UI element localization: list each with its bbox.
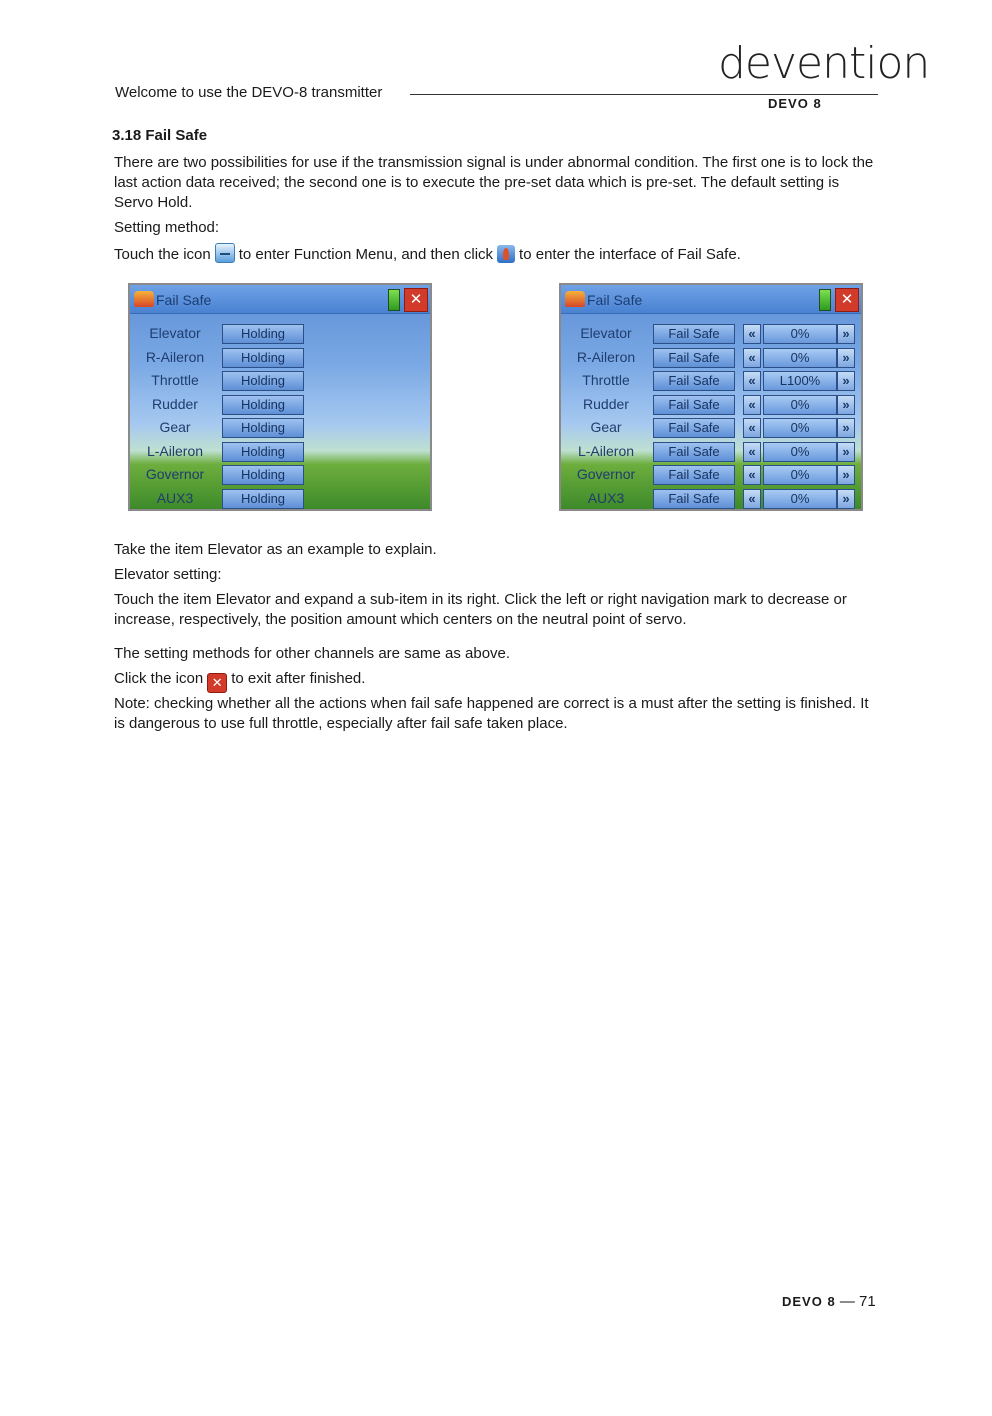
fail-safe-icon <box>497 245 515 263</box>
mode-button[interactable]: Fail Safe <box>653 395 735 415</box>
channel-row <box>130 322 430 344</box>
channel-label[interactable]: R-Aileron <box>576 349 636 365</box>
decrease-button[interactable]: « <box>743 489 761 509</box>
fail-safe-icon <box>134 291 154 307</box>
click-prefix: Click the icon <box>114 670 204 687</box>
decrease-button[interactable]: « <box>743 348 761 368</box>
decrease-button[interactable]: « <box>743 371 761 391</box>
mode-button[interactable]: Holding <box>222 489 304 509</box>
channel-row <box>561 369 861 391</box>
other-channels-line: The setting methods for other channels are same as above. <box>114 645 511 662</box>
channel-row <box>561 393 861 415</box>
channel-label[interactable]: L-Aileron <box>577 443 635 459</box>
mode-button[interactable]: Holding <box>222 465 304 485</box>
increase-button[interactable]: » <box>837 442 855 462</box>
decrease-button[interactable]: « <box>743 324 761 344</box>
exit-icon[interactable]: ✕ <box>835 288 859 312</box>
decrease-button[interactable]: « <box>743 418 761 438</box>
page-number: 71 <box>859 1293 876 1310</box>
position-value: 0% <box>763 465 837 485</box>
screen-titlebar <box>561 285 861 314</box>
channel-row <box>561 463 861 485</box>
mode-button[interactable]: Fail Safe <box>653 418 735 438</box>
mode-button[interactable]: Fail Safe <box>653 371 735 391</box>
section-title: 3.18 Fail Safe <box>112 127 208 144</box>
function-menu-icon <box>215 243 235 263</box>
mode-button[interactable]: Fail Safe <box>653 465 735 485</box>
channel-row <box>561 440 861 462</box>
channel-label[interactable]: AUX3 <box>156 490 194 506</box>
channel-label[interactable]: Gear <box>590 419 622 435</box>
channel-label[interactable]: Rudder <box>152 396 198 412</box>
mode-button[interactable]: Holding <box>222 418 304 438</box>
channel-label[interactable]: R-Aileron <box>145 349 205 365</box>
screen-fail-safe <box>559 283 863 511</box>
decrease-button[interactable]: « <box>743 465 761 485</box>
fail-safe-icon <box>565 291 585 307</box>
channel-row <box>561 416 861 438</box>
touch-suffix: to enter the interface of Fail Safe. <box>519 246 741 263</box>
footer-separator: — <box>835 1293 860 1310</box>
screen-titlebar <box>130 285 430 314</box>
touch-prefix: Touch the icon <box>114 246 211 263</box>
increase-button[interactable]: » <box>837 371 855 391</box>
note-paragraph: Note: checking whether all the actions when fail safe happened are correct is a must after the setting is finished. It is dangerous to use full throttle, especially after fail safe taken place. <box>114 695 869 732</box>
mode-button[interactable]: Holding <box>222 442 304 462</box>
channel-row <box>561 322 861 344</box>
channel-row <box>130 416 430 438</box>
screen-title: Fail Safe <box>587 292 643 308</box>
channel-label[interactable]: Governor <box>576 466 636 482</box>
channel-row <box>561 346 861 368</box>
position-value: 0% <box>763 418 837 438</box>
channel-label[interactable]: L-Aileron <box>146 443 204 459</box>
channel-label[interactable]: Elevator <box>149 325 201 341</box>
footer-brand: DEVO 8 <box>782 1294 836 1309</box>
position-value: 0% <box>763 324 837 344</box>
exit-instruction <box>114 669 880 693</box>
header-divider <box>410 94 878 95</box>
channel-row <box>130 463 430 485</box>
increase-button[interactable]: » <box>837 489 855 509</box>
increase-button[interactable]: » <box>837 395 855 415</box>
channel-label[interactable]: Throttle <box>151 372 199 388</box>
exit-icon: ✕ <box>207 673 227 693</box>
increase-button[interactable]: » <box>837 324 855 344</box>
channel-row <box>561 487 861 509</box>
position-value: 0% <box>763 348 837 368</box>
mode-button[interactable]: Holding <box>222 395 304 415</box>
channel-row <box>130 346 430 368</box>
channel-row <box>130 393 430 415</box>
touch-instruction <box>114 243 880 265</box>
channel-label[interactable]: AUX3 <box>587 490 625 506</box>
touch-middle: to enter Function Menu, and then click <box>238 246 494 263</box>
increase-button[interactable]: » <box>837 465 855 485</box>
running-title: Welcome to use the DEVO-8 transmitter <box>115 84 383 101</box>
setting-method-label: Setting method: <box>114 219 220 236</box>
example-line: Take the item Elevator as an example to explain. <box>114 541 437 558</box>
channel-label[interactable]: Elevator <box>580 325 632 341</box>
position-value: 0% <box>763 395 837 415</box>
elevator-setting-label: Elevator setting: <box>114 566 222 583</box>
increase-button[interactable]: » <box>837 418 855 438</box>
mode-button[interactable]: Holding <box>222 371 304 391</box>
channel-label[interactable]: Rudder <box>583 396 629 412</box>
elevator-description: Touch the item Elevator and expand a sub-item in its right. Click the left or right navigation mark to decrease or increase, respectively, the position amount which centers on the neutral point of servo. <box>114 591 847 628</box>
screen-title: Fail Safe <box>156 292 212 308</box>
increase-button[interactable]: » <box>837 348 855 368</box>
logo-subtitle: DEVO 8 <box>768 96 822 111</box>
decrease-button[interactable]: « <box>743 442 761 462</box>
channel-row <box>130 440 430 462</box>
battery-icon <box>819 289 831 311</box>
exit-icon[interactable]: ✕ <box>404 288 428 312</box>
mode-button[interactable]: Holding <box>222 324 304 344</box>
position-value: L100% <box>763 371 837 391</box>
mode-button[interactable]: Holding <box>222 348 304 368</box>
channel-row <box>130 487 430 509</box>
mode-button[interactable]: Fail Safe <box>653 489 735 509</box>
screen-holding <box>128 283 432 511</box>
mode-button[interactable]: Fail Safe <box>653 324 735 344</box>
position-value: 0% <box>763 489 837 509</box>
channel-label[interactable]: Throttle <box>582 372 630 388</box>
click-suffix: to exit after finished. <box>231 670 366 687</box>
battery-icon <box>388 289 400 311</box>
mode-button[interactable]: Fail Safe <box>653 442 735 462</box>
channel-label[interactable]: Governor <box>145 466 205 482</box>
intro-paragraph: There are two possibilities for use if the transmission signal is under abnormal condition. The first one is to lock the last action data received; the second one is to execute the pre-set data which is pre-set. The default setting is Servo Hold. <box>114 154 874 211</box>
mode-button[interactable]: Fail Safe <box>653 348 735 368</box>
channel-label[interactable]: Gear <box>159 419 191 435</box>
decrease-button[interactable]: « <box>743 395 761 415</box>
channel-row <box>130 369 430 391</box>
brand-logo: devention <box>718 38 930 89</box>
page-footer <box>782 1293 876 1310</box>
position-value: 0% <box>763 442 837 462</box>
